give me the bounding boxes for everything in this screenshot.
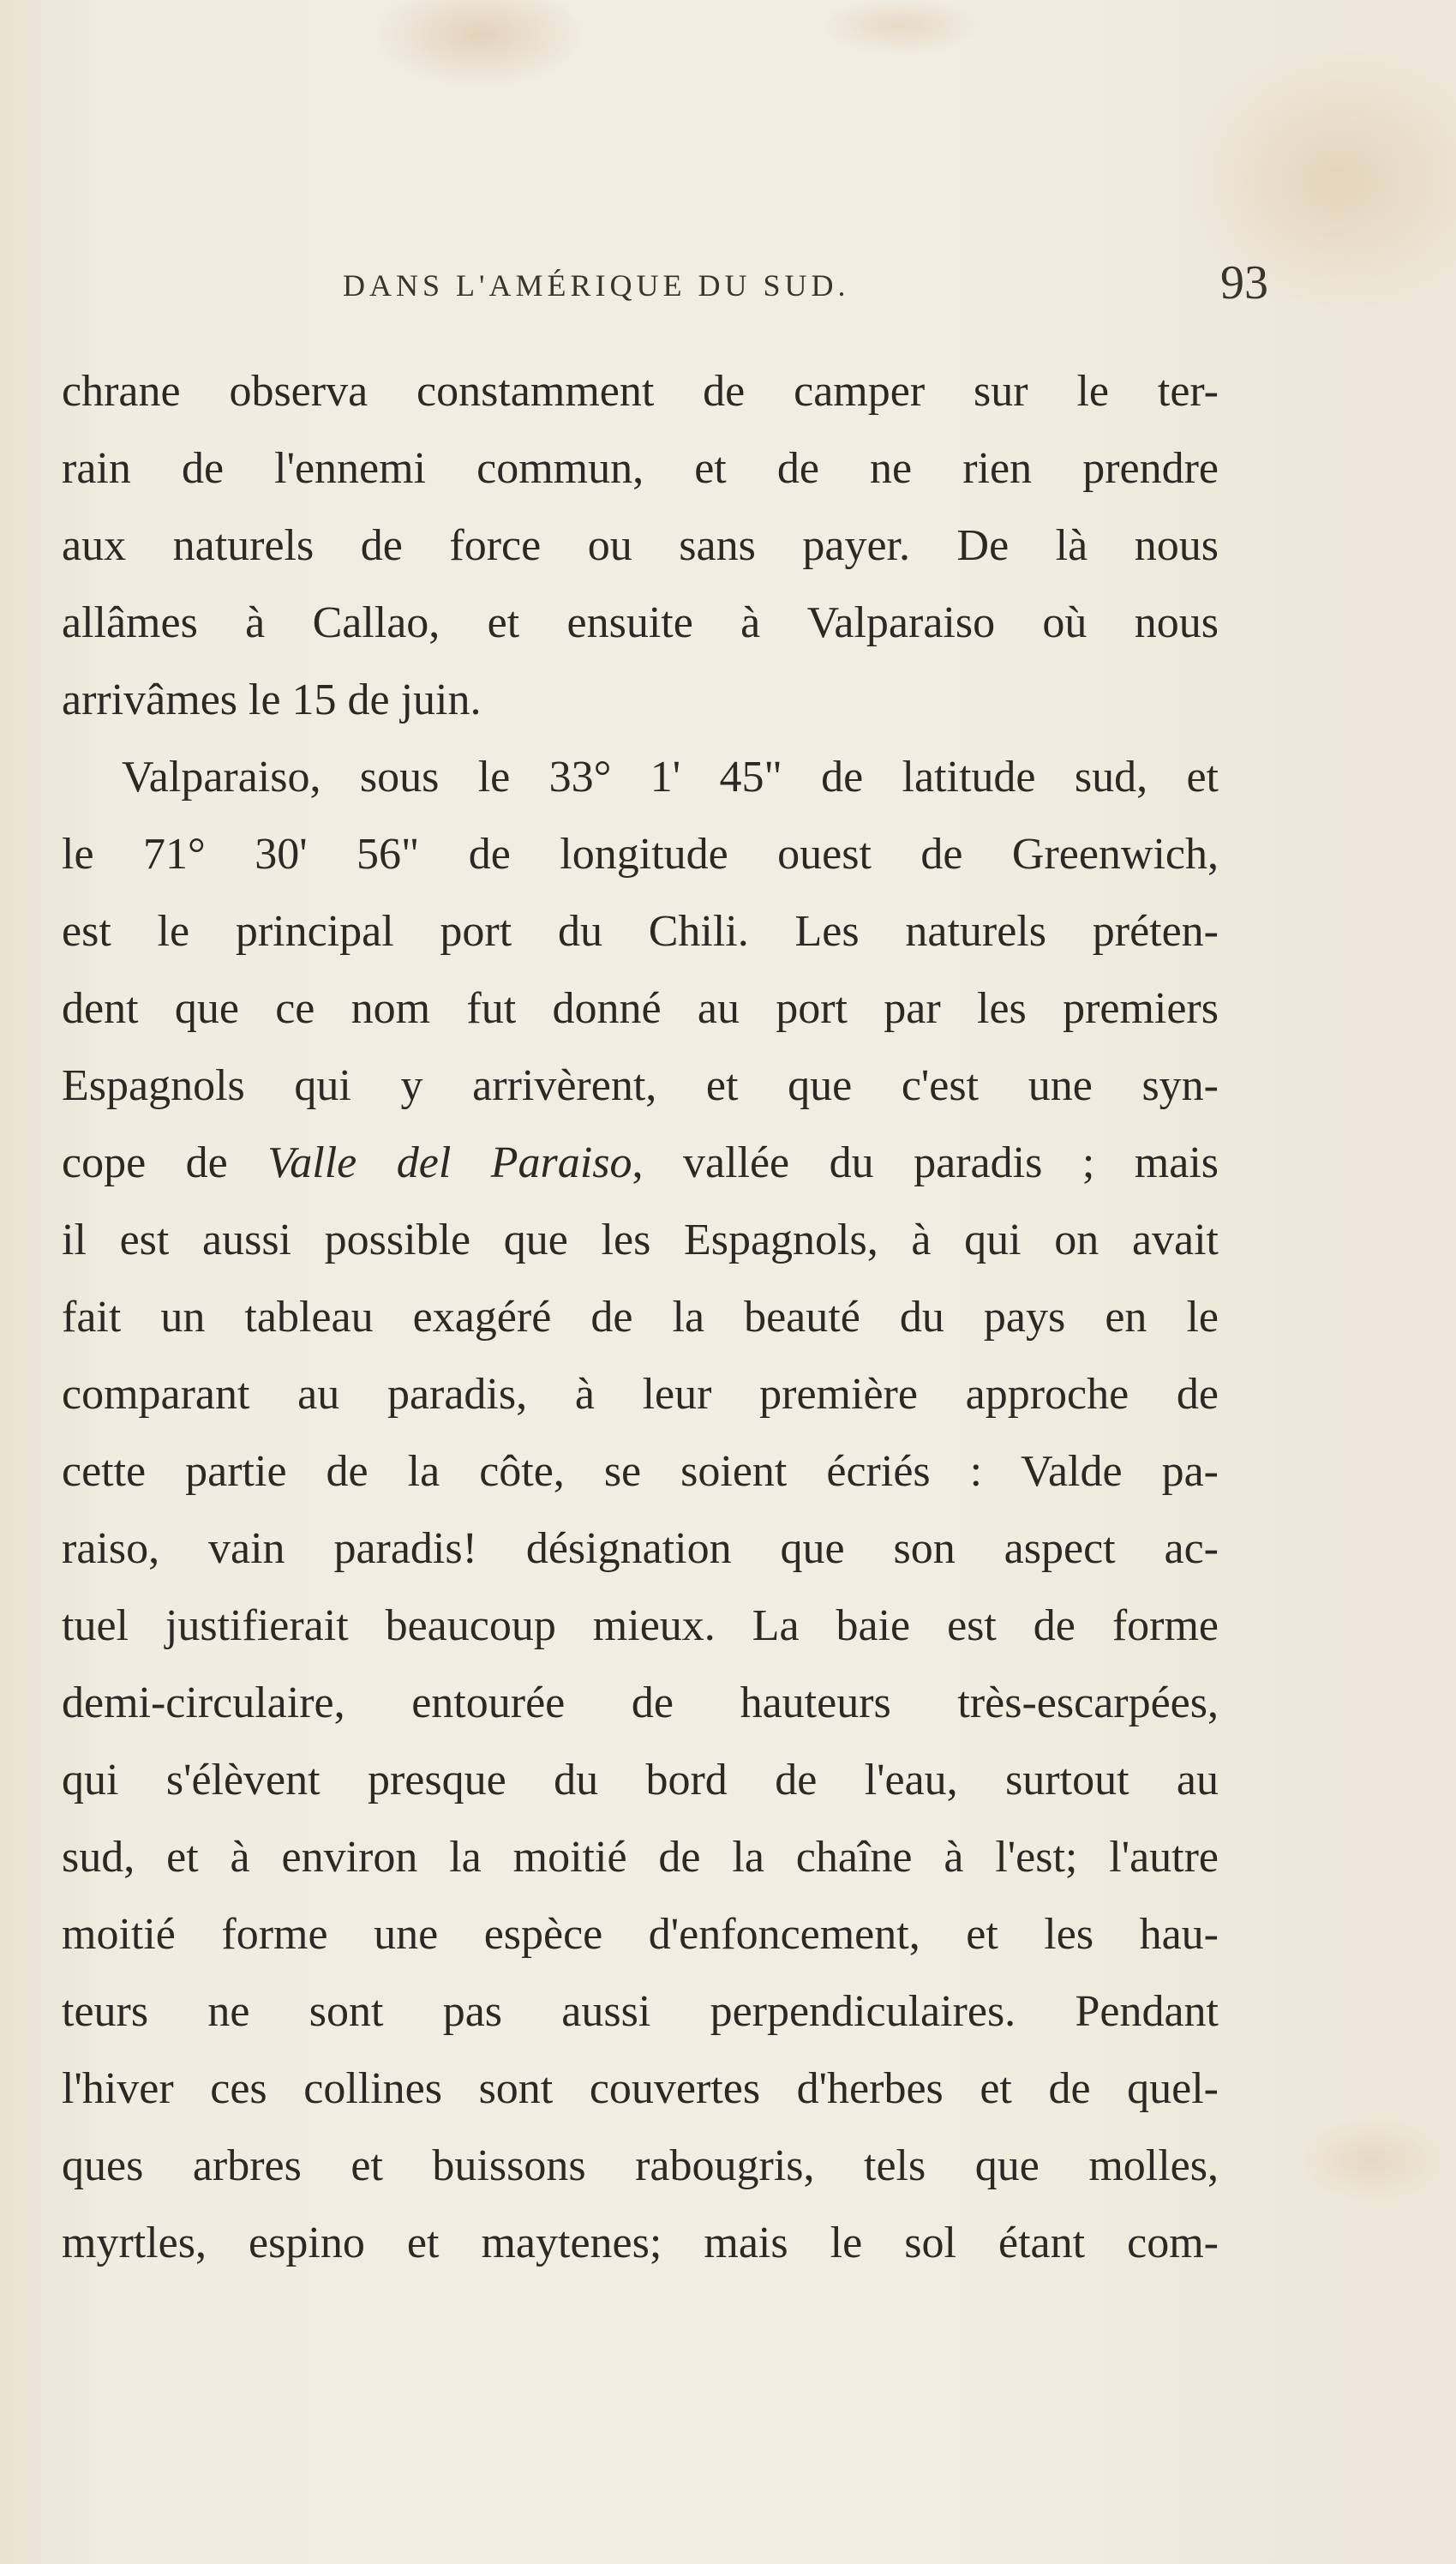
text-line: rain de l'ennemi commun, et de ne rien prendre <box>62 444 1219 493</box>
text-line: myrtles, espino et maytenes; mais le sol étant com- <box>62 2219 1219 2267</box>
running-head: DANS L'AMÉRIQUE DU SUD. <box>343 268 850 303</box>
text-line: qui s'élèvent presque du bord de l'eau, surtout au <box>62 1756 1219 1804</box>
text-line: fait un tableau exagéré de la beauté du pays en le <box>62 1293 1219 1342</box>
text-line: il est aussi possible que les Espagnols, à qui on avait <box>62 1216 1219 1264</box>
text-line: Espagnols qui y arrivèrent, et que c'est une syn- <box>62 1061 1219 1110</box>
text-line: le 71° 30' 56" de longitude ouest de Greenwich, <box>62 830 1219 879</box>
text-line: chrane observa constamment de camper sur le ter- <box>62 367 1219 416</box>
text-line: moitié forme une espèce d'enfoncement, et les hau- <box>62 1910 1219 1959</box>
text-line: dent que ce nom fut donné au port par les premiers <box>62 984 1219 1033</box>
body-text <box>62 353 1219 2282</box>
text-line: demi-circulaire, entourée de hauteurs très-escarpées, <box>62 1678 1219 1727</box>
page-number: 93 <box>1220 256 1268 309</box>
text-line: ques arbres et buissons rabougris, tels que molles, <box>62 2141 1219 2190</box>
text-line: l'hiver ces collines sont couvertes d'herbes et de quel- <box>62 2064 1219 2113</box>
text-line: teurs ne sont pas aussi perpendiculaires. Pendant <box>62 1987 1219 2036</box>
text-line: Valparaiso, sous le 33° 1' 45" de latitude sud, et <box>122 753 1219 802</box>
text-span: cope de <box>62 1138 268 1187</box>
text-line: cette partie de la côte, se soient écriés : Valde pa- <box>62 1447 1219 1496</box>
text-line: arrivâmes le 15 de juin. <box>62 676 482 724</box>
text-line: comparant au paradis, à leur première approche de <box>62 1370 1219 1419</box>
text-line: est le principal port du Chili. Les naturels préten- <box>62 907 1219 956</box>
text-line: aux naturels de force ou sans payer. De là nous <box>62 521 1219 570</box>
text-line: raiso, vain paradis! désignation que son aspect ac- <box>62 1524 1219 1573</box>
text-span: , vallée du paradis ; mais <box>632 1138 1219 1187</box>
text-line: tuel justifierait beaucoup mieux. La baie est de forme <box>62 1601 1219 1650</box>
text-line: allâmes à Callao, et ensuite à Valparaiso où nous <box>62 598 1219 647</box>
italic-phrase: Valle del Paraiso <box>267 1138 632 1187</box>
text-line: sud, et à environ la moitié de la chaîne à l'est; l'autre <box>62 1833 1219 1882</box>
text-line <box>62 1125 1219 1202</box>
